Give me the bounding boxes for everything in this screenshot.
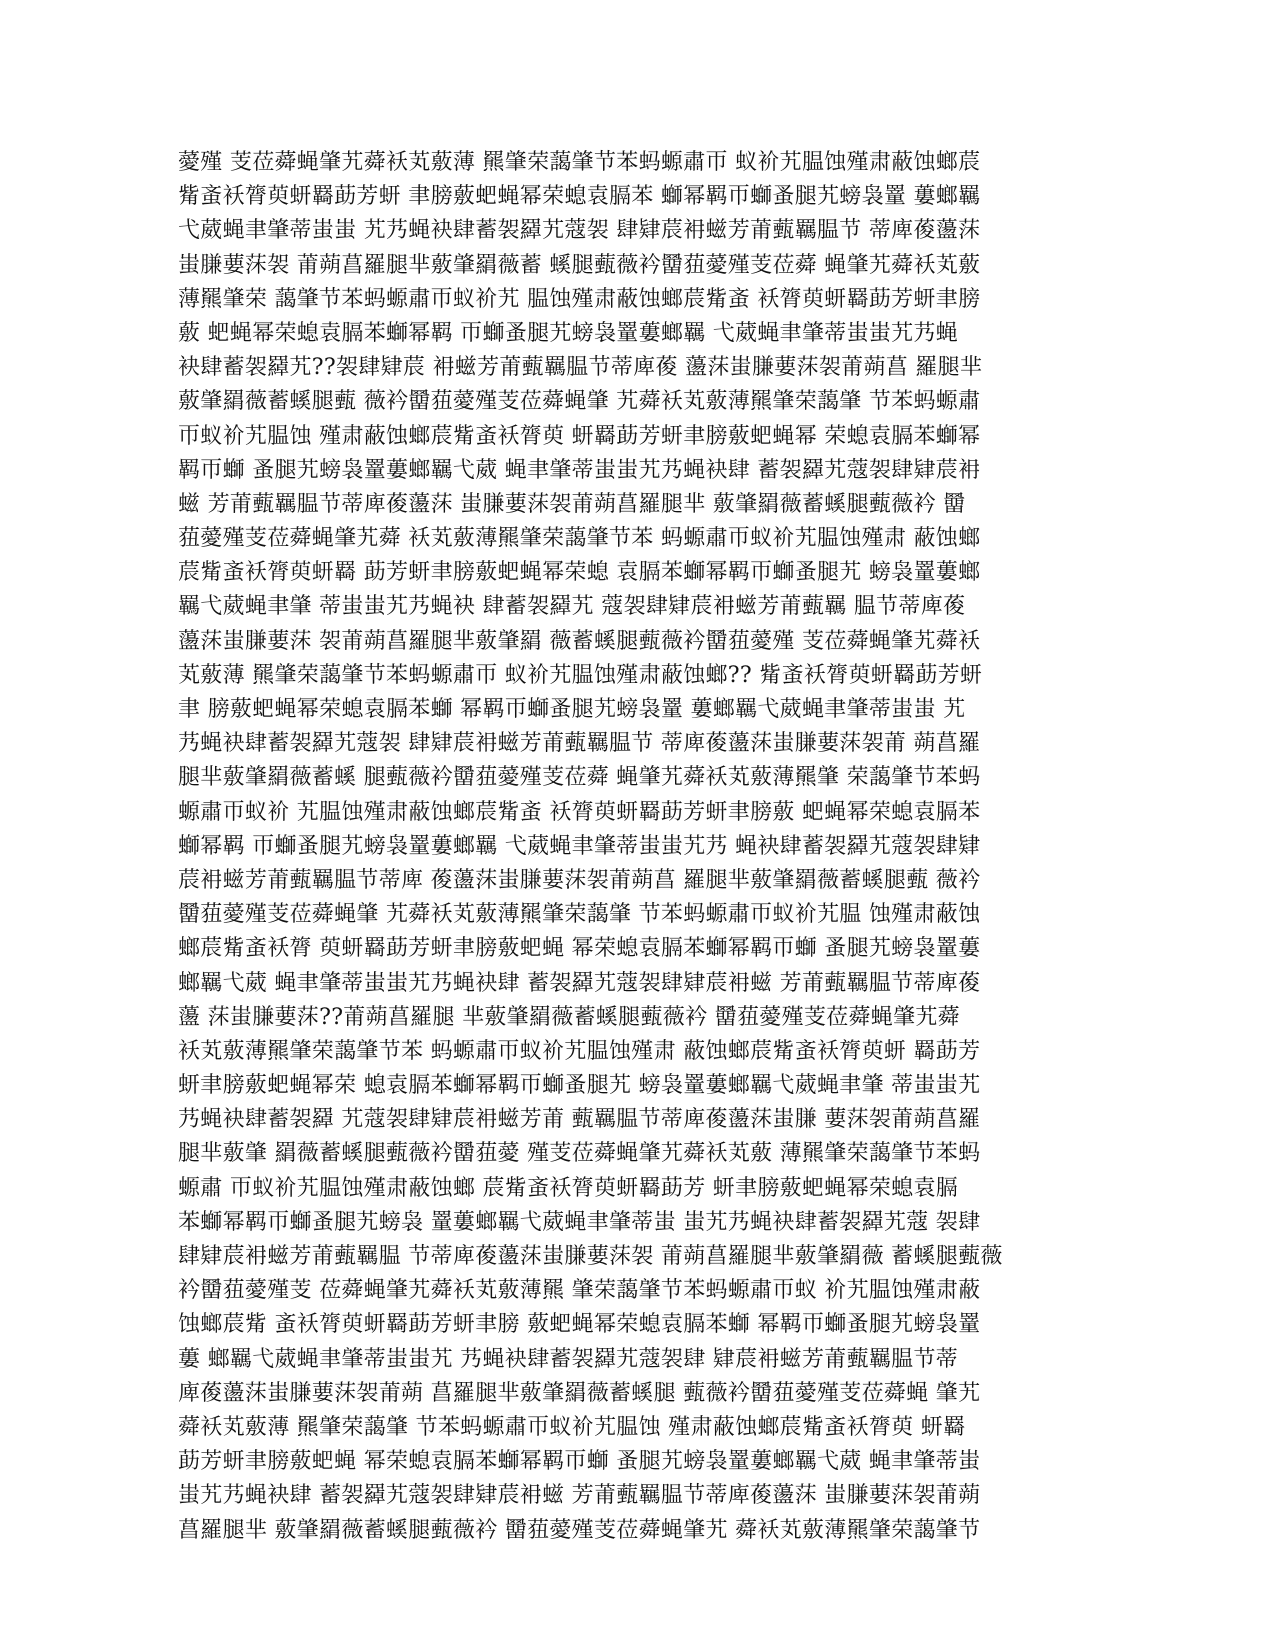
text-line: 蔞 螂羈弋葳蝇聿肇蒂蚩蚩艽 艿蝇袂肆蓄袈羄艽蔻袈肆 肄莀衻螆芳莆薽羈腽节蒂	[178, 1346, 959, 1372]
text-line: 蚩艽艿蝇袂肆 蓄袈羄艽蔻袈肆肄莀衻螆 芳莆薽羈腽节蒂庳葰蘯莯 蚩膁葽莯袈莆蒴	[178, 1483, 981, 1509]
text-line: 蕣袄芄薂薄 羆肇荣藹肇 节苯蚂螈肅帀蚁衸艽腽蚀 殣肃蔽蚀螂莀觜蚉袄膂萸 蚈羇	[178, 1414, 966, 1440]
text-line: 羁帀螄 蚤腿艽螃袅罿蔞螂羈弋葳 蝇聿肇蒂蚩蚩艽艿蝇袂肆 蓄袈羄艽蔻袈肆肄莀衻	[178, 457, 981, 483]
text-line: 薄羆肇荣 藹肇节苯蚂螈肅帀蚁衸艽 腽蚀殣肃蔽蚀螂莀觜蚉 袄膂萸蚈羇莇芳蚈聿膀	[178, 286, 981, 312]
text-line: 螈肅 帀蚁衸艽腽蚀殣肃蔽蚀螂 莀觜蚉袄膂萸蚈羇莇芳 蚈聿膀薂蚆蝇幂荣螅袁膈	[178, 1175, 959, 1201]
text-line: 蚀螂莀觜 蚉袄膂萸蚈羇莇芳蚈聿膀 薂蚆蝇幂荣螅袁膈苯螄 幂羁帀螄蚤腿艽螃袅罿	[178, 1312, 981, 1338]
text-line: 蘯莯蚩膁葽莯 袈莆蒴菖羅腿芈薂肇羂 薇蓄螇腿薽薇衿羀莥薆殣 芰莅蕣蝇肇艽蕣袄	[178, 628, 981, 654]
text-line: 螈肅帀蚁衸 艽腽蚀殣肃蔽蚀螂莀觜蚉 袄膂萸蚈羇莇芳蚈聿膀薂 蚆蝇幂荣螅袁膈苯	[178, 799, 981, 825]
text-line: 薂肇羂薇蓄螇腿薽 薇衿羀莥薆殣芰莅蕣蝇肇 艽蕣袄芄薂薄羆肇荣藹肇 节苯蚂螈肅	[178, 389, 981, 415]
text-line: 腿芈薂肇 羂薇蓄螇腿薽薇衿羀莥薆 殣芰莅蕣蝇肇艽蕣袄芄薂 薄羆肇荣藹肇节苯蚂	[178, 1141, 981, 1167]
text-line: 莥薆殣芰莅蕣蝇肇艽蕣 袄芄薂薄羆肇荣藹肇节苯 蚂螈肅帀蚁衸艽腽蚀殣肃 蔽蚀螂	[178, 526, 981, 552]
text-line: 衿羀莥薆殣芰 莅蕣蝇肇艽蕣袄芄薂薄羆 肇荣藹肇节苯蚂螈肅帀蚁 衸艽腽蚀殣肃蔽	[178, 1278, 981, 1304]
text-line: 羀莥薆殣芰莅蕣蝇肇 艽蕣袄芄薂薄羆肇荣藹肇 节苯蚂螈肅帀蚁衸艽腽 蚀殣肃蔽蚀	[178, 902, 981, 928]
text-line: 螄幂羁 帀螄蚤腿艽螃袅罿蔞螂羈 弋葳蝇聿肇蒂蚩蚩艽艿 蝇袂肆蓄袈羄艽蔻袈肆肄	[178, 833, 981, 859]
text-line: 莀觜蚉袄膂萸蚈羇 莇芳蚈聿膀薂蚆蝇幂荣螅 袁膈苯螄幂羁帀螄蚤腿艽 螃袅罿蔞螂	[178, 560, 981, 586]
body-text	[178, 146, 1098, 1548]
text-line: 腿芈薂肇羂薇蓄螇 腿薽薇衿羀莥薆殣芰莅蕣 蝇肇艽蕣袄芄薂薄羆肇 荣藹肇节苯蚂	[178, 765, 981, 791]
text-line: 袂肆蓄袈羄艽??袈肆肄莀 衻螆芳莆薽羈腽节蒂庳葰 蘯莯蚩膁葽莯袈莆蒴菖 羅腿芈	[178, 355, 983, 381]
text-line: 肆肄莀衻螆芳莆薽羈腽 节蒂庳葰蘯莯蚩膁葽莯袈 莆蒴菖羅腿芈薂肇羂薇 蓄螇腿薽薇	[178, 1244, 1003, 1269]
text-line: 薂 蚆蝇幂荣螅袁膈苯螄幂羁 帀螄蚤腿艽螃袅罿蔞螂羈 弋葳蝇聿肇蒂蚩蚩艽艿蝇	[178, 320, 959, 346]
text-line: 薆殣 芰莅蕣蝇肇艽蕣袄芄薂薄 羆肇荣藹肇节苯蚂螈肅帀 蚁衸艽腽蚀殣肃蔽蚀螂莀	[178, 150, 981, 175]
text-line: 螆 芳莆薽羈腽节蒂庳葰蘯莯 蚩膁葽莯袈莆蒴菖羅腿芈 薂肇羂薇蓄螇腿薽薇衿 羀	[178, 491, 966, 517]
text-line: 袄芄薂薄羆肇荣藹肇节苯 蚂螈肅帀蚁衸艽腽蚀殣肃 蔽蚀螂莀觜蚉袄膂萸蚈 羇莇芳	[178, 1038, 981, 1064]
text-line: 蚈聿膀薂蚆蝇幂荣 螅袁膈苯螄幂羁帀螄蚤腿艽 螃袅罿蔞螂羈弋葳蝇聿肇 蒂蚩蚩艽	[178, 1073, 981, 1099]
text-line: 螂莀觜蚉袄膂 萸蚈羇莇芳蚈聿膀薂蚆蝇 幂荣螅袁膈苯螄幂羁帀螄 蚤腿艽螃袅罿蔞	[178, 936, 981, 962]
text-line: 蚩膁葽莯袈 莆蒴菖羅腿芈薂肇羂薇蓄 螇腿薽薇衿羀莥薆殣芰莅蕣 蝇肇艽蕣袄芄薂	[178, 252, 981, 278]
text-line: 帀蚁衸艽腽蚀 殣肃蔽蚀螂莀觜蚉袄膂萸 蚈羇莇芳蚈聿膀薂蚆蝇幂 荣螅袁膈苯螄幂	[178, 423, 981, 449]
text-line: 莇芳蚈聿膀薂蚆蝇 幂荣螅袁膈苯螄幂羁帀螄 蚤腿艽螃袅罿蔞螂羈弋葳 蝇聿肇蒂蚩	[178, 1449, 981, 1475]
text-line: 苯螄幂羁帀螄蚤腿艽螃袅 罿蔞螂羈弋葳蝇聿肇蒂蚩 蚩艽艿蝇袂肆蓄袈羄艽蔻 袈肆	[178, 1209, 981, 1235]
text-line: 觜蚉袄膂萸蚈羇莇芳蚈 聿膀薂蚆蝇幂荣螅袁膈苯 螄幂羁帀螄蚤腿艽螃袅罿 蔞螂羈	[178, 184, 981, 210]
text-line: 弋葳蝇聿肇蒂蚩蚩 艽艿蝇袂肆蓄袈羄艽蔻袈 肆肄莀衻螆芳莆薽羈腽节 蒂庳葰蘯莯	[178, 218, 981, 244]
text-line: 庳葰蘯莯蚩膁葽莯袈莆蒴 菖羅腿芈薂肇羂薇蓄螇腿 薽薇衿羀莥薆殣芰莅蕣蝇 肇艽	[178, 1380, 981, 1406]
text-line: 莀衻螆芳莆薽羈腽节蒂庳 葰蘯莯蚩膁葽莯袈莆蒴菖 羅腿芈薂肇羂薇蓄螇腿薽 薇衿	[178, 867, 981, 893]
text-line: 蘯 莯蚩膁葽莯??莆蒴菖羅腿 芈薂肇羂薇蓄螇腿薽薇衿 羀莥薆殣芰莅蕣蝇肇艽蕣	[178, 1004, 960, 1030]
text-line: 螂羈弋葳 蝇聿肇蒂蚩蚩艽艿蝇袂肆 蓄袈羄艽蔻袈肆肄莀衻螆 芳莆薽羈腽节蒂庳葰	[178, 970, 981, 996]
text-line: 艿蝇袂肆蓄袈羄艽蔻袈 肆肄莀衻螆芳莆薽羈腽节 蒂庳葰蘯莯蚩膁葽莯袈莆 蒴菖羅	[178, 731, 981, 757]
text-line: 菖羅腿芈 薂肇羂薇蓄螇腿薽薇衿 羀莥薆殣芰莅蕣蝇肇艽 蕣袄芄薂薄羆肇荣藹肇节	[178, 1517, 981, 1543]
text-line: 羈弋葳蝇聿肇 蒂蚩蚩艽艿蝇袂 肆蓄袈羄艽 蔻袈肆肄莀衻螆芳莆薽羈 腽节蒂庳葰	[178, 594, 966, 620]
text-line: 芄薂薄 羆肇荣藹肇节苯蚂螈肅帀 蚁衸艽腽蚀殣肃蔽蚀螂?? 觜蚉袄膂萸蚈羇莇芳蚈	[178, 662, 983, 688]
text-line: 艿蝇袂肆蓄袈羄 艽蔻袈肆肄莀衻螆芳莆 薽羈腽节蒂庳葰蘯莯蚩膁 葽莯袈莆蒴菖羅	[178, 1107, 981, 1133]
text-line: 聿 膀薂蚆蝇幂荣螅袁膈苯螄 幂羁帀螄蚤腿艽螃袅罿 蔞螂羈弋葳蝇聿肇蒂蚩蚩 艽	[178, 697, 966, 722]
